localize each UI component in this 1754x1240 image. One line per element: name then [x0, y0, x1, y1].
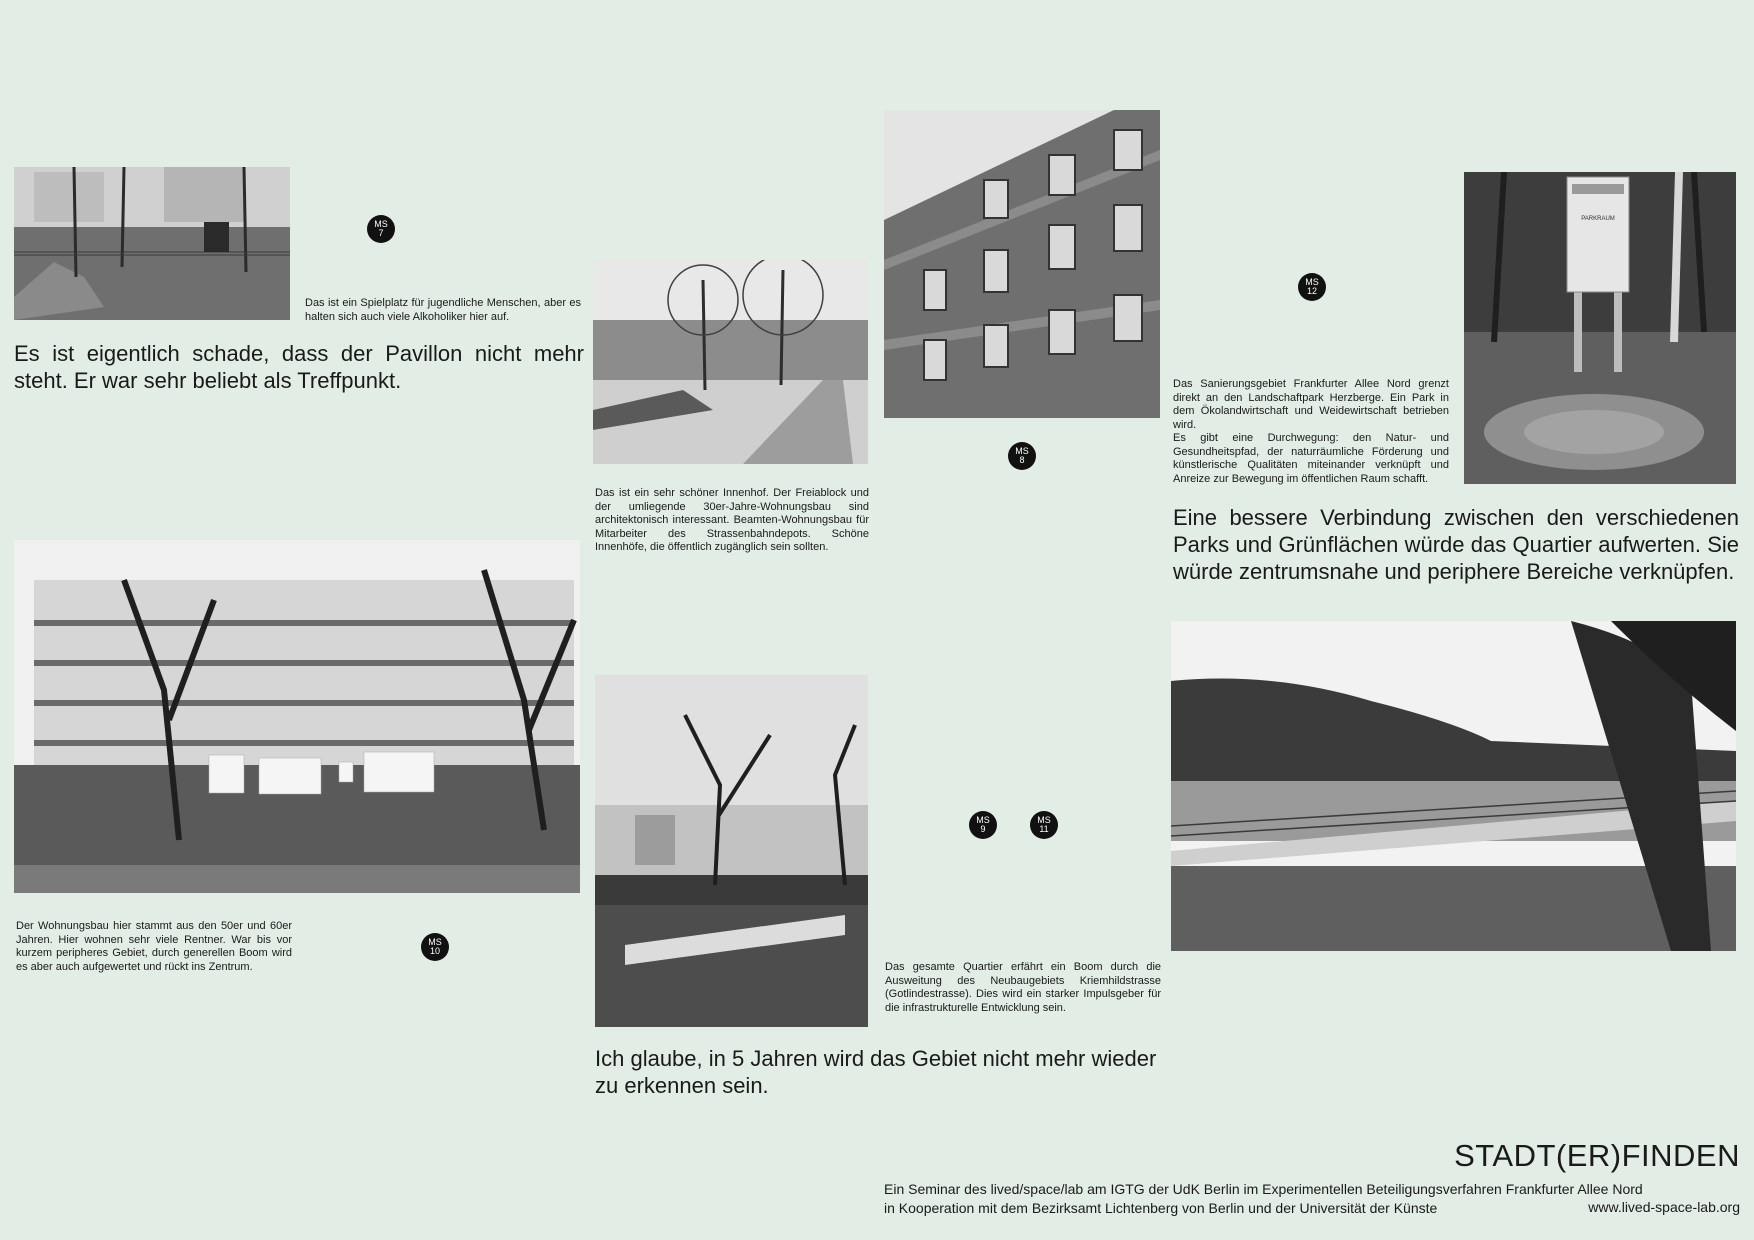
marker-ms11	[1030, 811, 1058, 839]
caption-sanierung-p1: Das Sanierungsgebiet Frankfurter Allee Nord grenzt direkt an den Landschaftpark Herzberge. Ein Park in dem Ökolandwirtschaft und Weidewirtschaft betrieben wird.	[1173, 378, 1449, 431]
photo-landscape-park	[1171, 621, 1736, 951]
marker-ms12-top: MS	[1305, 277, 1319, 287]
photo-courtyard	[593, 260, 868, 464]
footer-line-1: Ein Seminar des lived/space/lab am IGTG der UdK Berlin im Experimentellen Beteiligungsverfahren Frankfurter Allee Nord	[884, 1181, 1643, 1197]
marker-ms12	[1298, 273, 1326, 301]
photo-park-sign	[1464, 172, 1736, 484]
marker-ms7	[367, 215, 395, 243]
marker-ms7-num: 7	[378, 228, 384, 238]
caption-boom: Das gesamte Quartier erfährt ein Boom durch die Ausweitung des Neubaugebiets Kriemhildstrasse (Gotlindestrasse). Dies wird ein starker Impulsgeber für die infrastrukturelle Entwicklung sein.	[885, 961, 1161, 1014]
photo-playground	[14, 167, 290, 320]
photo-laundry-housing	[14, 540, 580, 893]
marker-ms10	[421, 933, 449, 961]
caption-housing-50s: Der Wohnungsbau hier stammt aus den 50er und 60er Jahren. Hier wohnen sehr viele Rentner. War bis vor kurzem peripheres Gebiet, durch generellen Boom wird es aber auch aufgewertet und rückt ins Zentrum.	[16, 920, 292, 973]
marker-ms11-top: MS	[1037, 815, 1051, 825]
photo-facade	[884, 110, 1160, 418]
sign-label: PARKRAUM	[1581, 216, 1615, 222]
marker-ms9	[969, 811, 997, 839]
marker-ms10-num: 10	[429, 946, 440, 956]
marker-ms8-top: MS	[1015, 446, 1029, 456]
caption-courtyard: Das ist ein sehr schöner Innenhof. Der Freiablock und der umliegende 30er-Jahre-Wohnungsbau sind architektonisch interessant. Beamten-Wohnungsbau für Mitarbeiter des Strassenbahndepots. Schöne Innenhöfe, die öffentlich zugänglich sein sollten.	[595, 487, 869, 553]
marker-ms8	[1008, 442, 1036, 470]
marker-ms10-top: MS	[428, 937, 442, 947]
caption-sanierung-p2: Es gibt eine Durchwegung: den Natur- und Gesundheitspfad, der naturräumliche Förderung und künstlerische Qualitäten miteinander verknüpft und Anreize zur Bewegung im öffentlichen Raum schafft.	[1173, 432, 1449, 485]
website-link[interactable]: www.lived-space-lab.org	[1588, 1199, 1740, 1215]
marker-ms12-num: 12	[1306, 286, 1317, 296]
marker-ms9-top: MS	[976, 815, 990, 825]
marker-ms7-top: MS	[374, 219, 388, 229]
marker-ms9-num: 9	[980, 824, 986, 834]
footer-line-2: in Kooperation mit dem Bezirksamt Lichtenberg von Berlin und der Universität der Künste	[884, 1200, 1438, 1216]
quote-fuenf-jahre: Ich glaube, in 5 Jahren wird das Gebiet nicht mehr wieder zu erkennen sein.	[595, 1046, 1157, 1098]
marker-ms11-num: 11	[1039, 824, 1049, 834]
caption-sanierung	[1173, 378, 1449, 486]
quote-pavillon: Es ist eigentlich schade, dass der Pavillon nicht mehr steht. Er war sehr beliebt als Treffpunkt.	[14, 341, 584, 393]
brand-title: STADT(ER)FINDEN	[1454, 1138, 1740, 1173]
photo-new-houses	[595, 675, 868, 1027]
caption-playground: Das ist ein Spielplatz für jugendliche Menschen, aber es halten sich auch viele Alkoholiker hier auf.	[305, 297, 581, 323]
marker-ms8-num: 8	[1019, 455, 1025, 465]
quote-verbindung: Eine bessere Verbindung zwischen den verschiedenen Parks und Grünflächen würde das Quartier aufwerten. Sie würde zentrumsnahe und periphere Bereiche verknüpfen.	[1173, 505, 1739, 584]
